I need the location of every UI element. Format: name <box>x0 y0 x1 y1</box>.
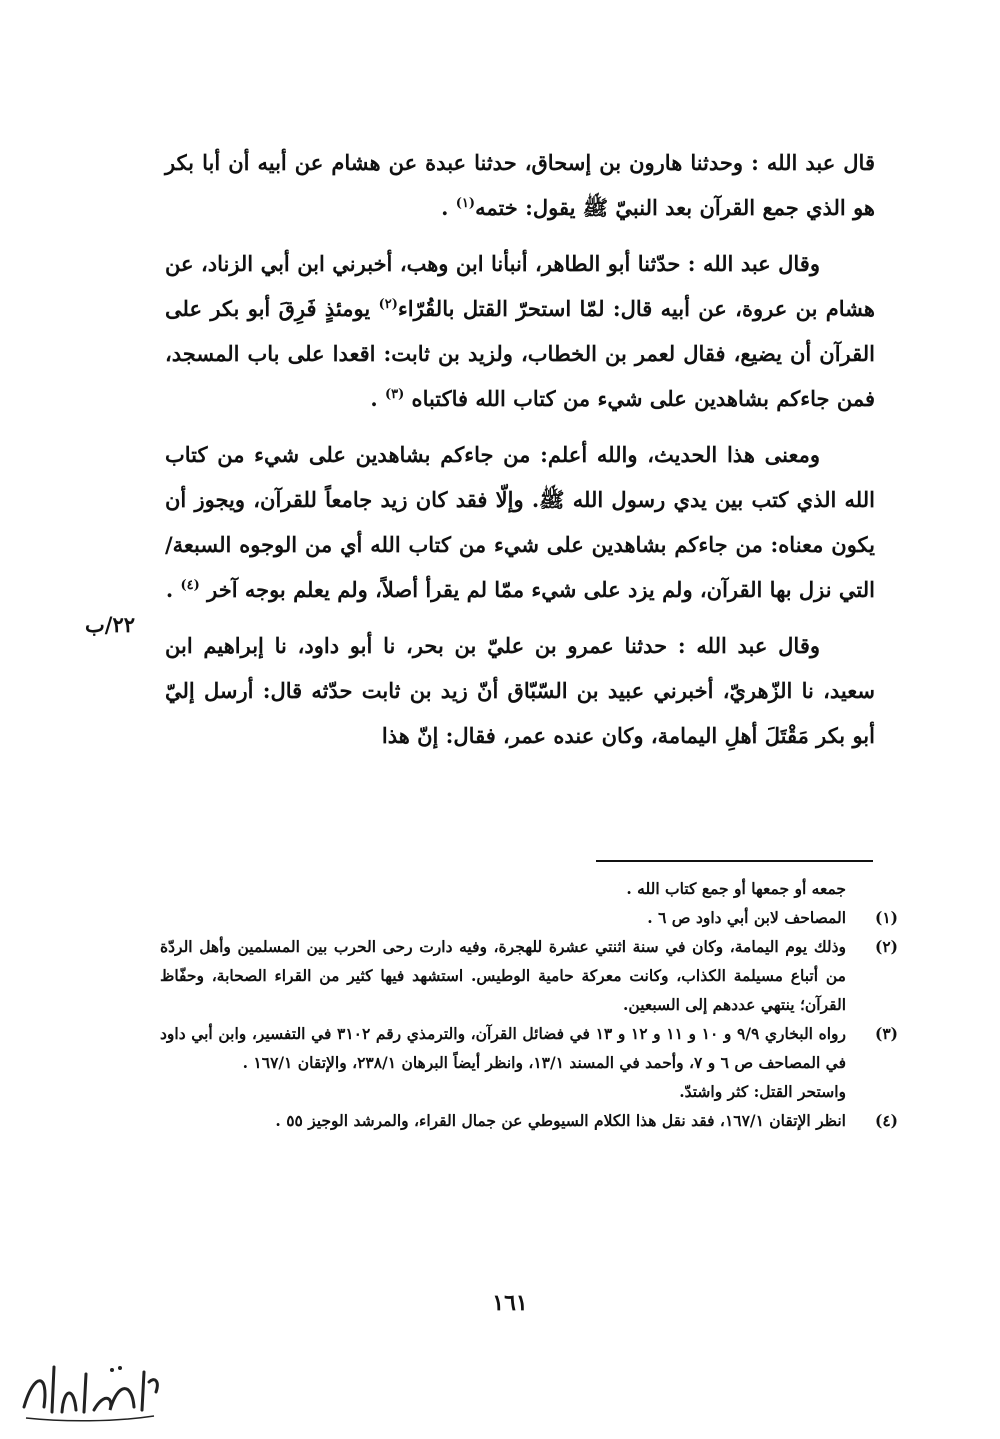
paragraph-1 <box>165 140 875 230</box>
footnote-2-number: (٢) <box>874 937 898 956</box>
footnote-divider <box>596 860 873 862</box>
watermark-logo <box>14 1352 164 1432</box>
calligraphy-logo-icon <box>14 1352 164 1432</box>
footnote-4 <box>160 1106 898 1135</box>
paragraph-3-text: ومعنى هذا الحديث، والله أعلم: من جاءكم بشاهدين على شيء من كتاب الله الذي كتب بين يدي رسول الله ﷺ. وإلّا فقد كان زيد جامعاً للقرآن، ويجوز أن يكون معناه: من جاءكم بشاهدين على شيء من كتاب الله أي من الوجوه السبعة/ التي نزل بها القرآن، ولم يزد على شيء ممّا لم يقرأ أصلاً، ولم يعلم بوجه آخر <box>165 442 875 602</box>
footnotes <box>160 874 898 1135</box>
footnote-2-text: وذلك يوم اليمامة، وكان في سنة اثنتي عشرة للهجرة، وفيه دارت رحى الحرب بين المسلمين وأهل الردّة من أتباع مسيلمة الكذاب، وكانت معركة حامية الوطيس. استشهد فيها كثير من القراء الصحابة، وحفّاظ القرآن؛ ينتهي عددهم إلى السبعين. <box>160 937 846 1014</box>
footnote-ref-3: (٣) <box>384 387 405 402</box>
footnote-3-number: (٣) <box>874 1024 898 1043</box>
footnote-1-text: المصاحف لابن أبي داود ص ٦ . <box>647 908 846 927</box>
footnote-3-text: رواه البخاري ٩/٩ و ١٠ و ١١ و ١٢ و ١٣ في فضائل القرآن، والترمذي رقم ٣١٠٢ في التفسير، وابن أبي داود في المصاحف ص ٦ و ٧، وأحمد في المسند ١٣/١، وانظر أيضاً البرهان ٢٣٨/١، والإتقان ١٦٧/١ . <box>160 1024 846 1072</box>
paragraph-2-end: . <box>370 386 385 411</box>
paragraph-3 <box>165 432 875 612</box>
main-text <box>165 140 875 769</box>
paragraph-1-text: قال عبد الله : وحدثنا هارون بن إسحاق، حدثنا عبدة عن هشام عن أبيه أن أبا بكر هو الذي جمع القرآن بعد النبيّ ﷺ يقول: ختمه <box>165 150 875 220</box>
paragraph-3-end: . <box>165 577 181 602</box>
footnote-3 <box>160 1019 898 1077</box>
footnote-2 <box>160 932 898 1019</box>
paragraph-2-text-b: يومئذٍ فَرِقَ أبو بكر على القرآن أن يضيع، فقال لعمر بن الخطاب، ولزيد بن ثابت: اقعدا على باب المسجد، فمن جاءكم بشاهدين على شيء من كتاب الله فاكتباه <box>165 296 875 411</box>
page-number: ١٦١ <box>492 1290 528 1316</box>
footnote-4-text: انظر الإتقان ١٦٧/١، فقد نقل هذا الكلام السيوطي عن جمال القراء، والمرشد الوجيز ٥٥ . <box>275 1111 846 1130</box>
footnote-1 <box>160 903 898 932</box>
footnote-carryover: جمعه أو جمعها أو جمع كتاب الله . <box>626 879 846 898</box>
paragraph-1-end: . <box>441 195 456 220</box>
footnote-ref-2: (٢) <box>378 297 398 312</box>
manuscript-folio-note: ٢٢/ب <box>85 612 136 637</box>
footnote-4-number: (٤) <box>874 1111 898 1130</box>
footnote-3-extra: واستحر القتل: كثر واشتدّ. <box>679 1082 846 1101</box>
paragraph-2-text-a: وقال عبد الله : حدّثنا أبو الطاهر، أنبأنا ابن وهب، أخبرني ابن أبي الزناد، عن هشام بن عروة، عن أبيه قال: لمّا استحرّ القتل بالقُرّاء <box>165 251 875 321</box>
footnote-ref-1: (١) <box>455 196 476 211</box>
footnote-ref-4: (٤) <box>180 578 200 593</box>
paragraph-2 <box>165 241 875 421</box>
paragraph-4-text: وقال عبد الله : حدثنا عمرو بن عليّ بن بحر، نا أبو داود، نا إبراهيم ابن سعيد، نا الزّهريّ، أخبرني عبيد بن السّبّاق أنّ زيد بن ثابت حدّثه قال: أرسل إليّ أبو بكر مَقْتَلَ أهلِ اليمامة، وكان عنده عمر، فقال: إنّ هذا <box>165 633 875 748</box>
footnote-1-number: (١) <box>874 908 898 927</box>
paragraph-4 <box>165 623 875 758</box>
